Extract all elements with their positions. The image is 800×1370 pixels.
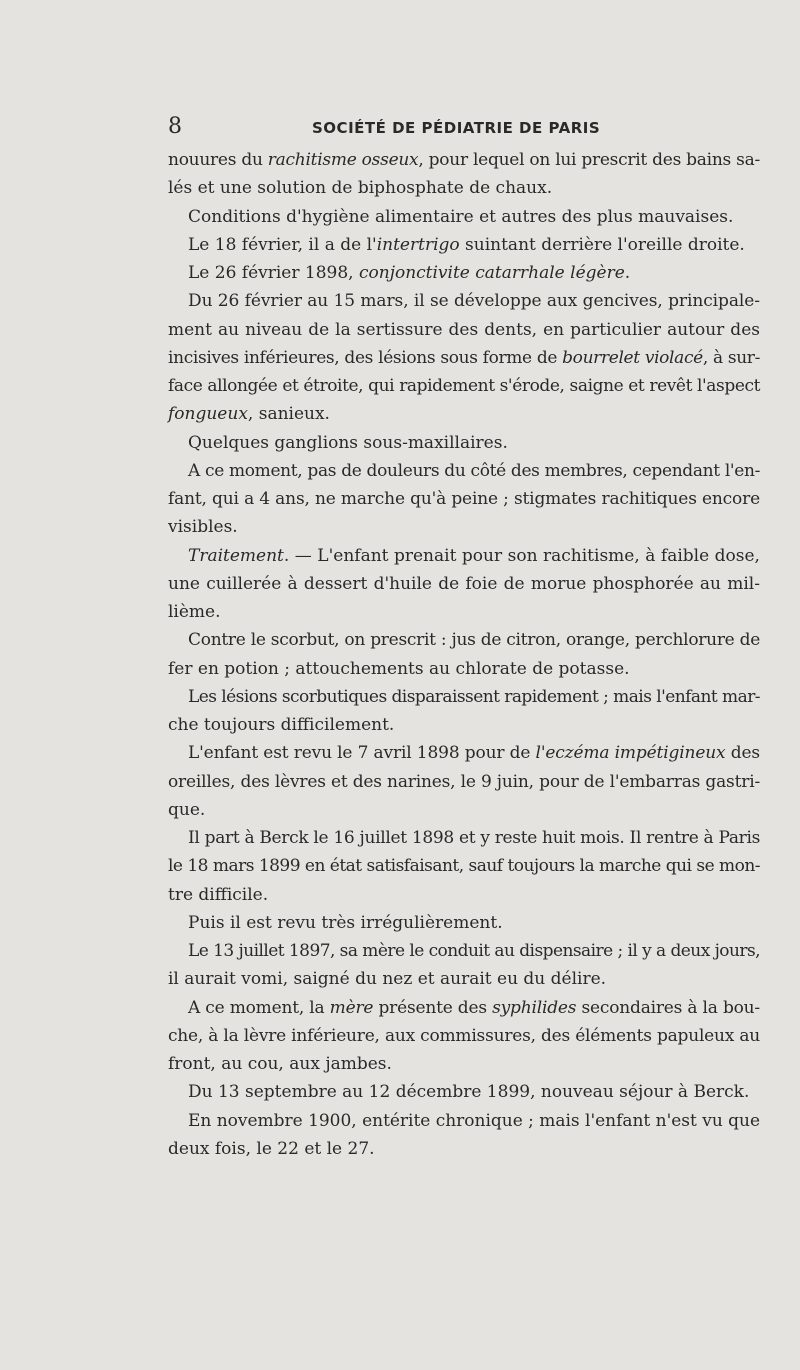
text-line [168,316,760,344]
italic-term: Traitement [188,545,284,566]
text-run: Le 26 février 1898, [188,263,359,283]
text-line [168,287,760,315]
text-run: Les lésions scorbutiques disparaissent rapidement ; mais l'enfant mar- [188,686,760,707]
page-header [168,112,760,142]
text-line [168,400,760,428]
text-line [168,852,760,880]
text-run: que. [168,799,206,820]
text-line [168,824,760,852]
running-title: SOCIÉTÉ DE PÉDIATRIE DE PARIS [312,119,601,137]
text-line [168,203,760,231]
text-run: , pour lequel on lui prescrit des bains sa- [418,150,760,170]
text-line [168,457,760,485]
text-run: tre difficile. [168,884,269,905]
text-run: secondaires à la bou- [576,997,760,1018]
text-run: , sanieux. [247,404,330,425]
text-line [168,513,760,541]
text-run: ment au niveau de la sertissure des dents, en particulier autour des [168,319,760,340]
text-run: . [624,263,631,283]
text-run: Le 18 février, il a de l' [188,234,377,255]
italic-term: l'eczéma impétigineux [535,743,726,764]
italic-term: conjonctivite catarrhale légère [358,263,625,283]
italic-term: rachitisme osseux [267,150,419,170]
text-run: L'enfant est revu le 7 avril 1898 pour de [188,743,536,764]
text-run: Il part à Berck le 16 juillet 1898 et y reste huit mois. Il rentre à Paris [188,828,761,848]
text-line [168,542,760,570]
text-line [168,174,760,202]
text-line [168,344,760,372]
text-line [168,1050,760,1078]
text-line [168,146,760,174]
text-run: che toujours difficilement. [168,715,395,735]
text-run: Quelques ganglions sous-maxillaires. [188,432,508,453]
text-run: front, au cou, aux jambes. [168,1054,392,1074]
text-run: visibles. [168,517,238,538]
text-line [168,259,760,287]
text-line [168,1135,760,1163]
text-run: lième. [168,602,221,622]
text-run: Contre le scorbut, on prescrit : jus de citron, orange, perchlorure de [188,630,761,651]
italic-term: intertrigo [376,234,460,255]
italic-term: mère [329,997,374,1018]
text-line [168,739,760,767]
text-line [168,231,760,259]
text-run: En novembre 1900, entérite chronique ; mais l'enfant n'est vu que [188,1110,761,1131]
text-run: . — L'enfant prenait pour son rachitisme, à faible dose, [283,545,760,566]
text-run: oreilles, des lèvres et des narines, le 9 juin, pour de l'embarras gastri- [168,771,761,792]
text-run: présente des [373,997,493,1018]
text-run: Du 26 février au 15 mars, il se développe aux gencives, principale- [188,291,760,312]
text-line [168,937,760,965]
text-line [168,994,760,1022]
text-run: suintant derrière l'oreille droite. [459,234,745,255]
text-line [168,1022,760,1050]
text-run: A ce moment, pas de douleurs du côté des membres, cependant l'en- [188,460,761,481]
italic-term: fongueux [168,404,248,425]
text-run: A ce moment, la [188,997,330,1018]
text-line [168,768,760,796]
text-run: des [725,743,761,764]
italic-term: bourrelet violacé [562,347,703,368]
text-run: fant, qui a 4 ans, ne marche qu'à peine ; stigmates rachitiques encore [168,489,760,509]
text-line [168,485,760,513]
text-run: Du 13 septembre au 12 décembre 1899, nouveau séjour à Berck. [188,1082,750,1103]
text-line [168,429,760,457]
text-run: une cuillerée à dessert d'huile de foie de morue phosphorée au mil- [168,573,760,594]
text-run: deux fois, le 22 et le 27. [168,1138,375,1159]
text-run: fer en potion ; attouchements au chlorate de potasse. [168,658,630,679]
text-line [168,881,760,909]
italic-term: syphilides [492,997,577,1018]
text-line [168,626,760,654]
text-run: il aurait vomi, saigné du nez et aurait eu du délire. [168,969,607,990]
text-run: che, à la lèvre inférieure, aux commissures, des éléments papuleux au [168,1025,761,1046]
text-line [168,965,760,993]
text-line [168,372,760,400]
text-run: nouures du [168,150,268,170]
text-run: , à sur- [702,347,760,368]
text-line [168,655,760,683]
text-line [168,598,760,626]
text-line [168,796,760,824]
text-line [168,909,760,937]
text-run: Le 13 juillet 1897, sa mère le conduit au dispensaire ; il y a deux jours, [188,941,760,961]
text-line [168,1078,760,1106]
text-run: lés et une solution de biphosphate de chaux. [168,178,553,199]
text-line [168,683,760,711]
text-run: face allongée et étroite, qui rapidement s'érode, saigne et revêt l'aspect [168,376,761,396]
text-run: Puis il est revu très irrégulièrement. [188,912,503,933]
text-run: le 18 mars 1899 en état satisfaisant, sauf toujours la marche qui se mon- [168,856,761,877]
text-run: Conditions d'hygiène alimentaire et autres des plus mauvaises. [188,206,734,227]
text-line [168,711,760,739]
page-number: 8 [168,114,182,139]
text-line [168,570,760,598]
body-text [168,146,760,1163]
text-line [168,1107,760,1135]
text-run: incisives inférieures, des lésions sous forme de [168,347,563,368]
